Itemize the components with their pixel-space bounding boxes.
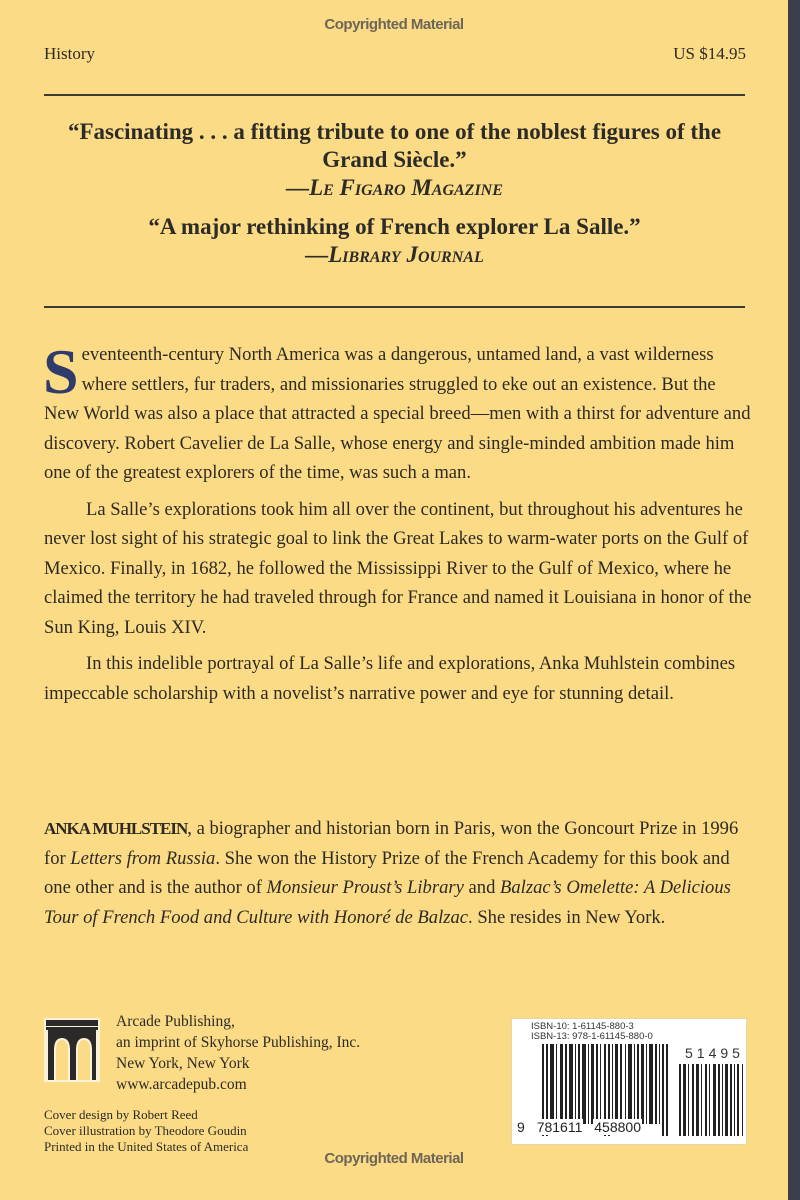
description-paragraph-2: La Salle’s explorations took him all over the continent, but throughout his adventures he never lost sight of his strategic goal to link the Great Lakes to warm-water ports on the Gulf of Mexico. Finally, in 1682, he followed the Mississippi River to the Gulf of Mexico, where he claimed the territory he had traveled through for France and named it Louisiana in honor of the Sun King, Louis XIV.	[44, 498, 752, 638]
cover-design-credit: Cover design by Robert Reed	[44, 1107, 198, 1122]
printed-in: Printed in the United States of America	[44, 1139, 249, 1154]
quote-attribution: —Le Figaro Magazine	[286, 175, 503, 200]
publisher-website: www.arcadepub.com	[116, 1076, 247, 1093]
cover-credits	[44, 1107, 248, 1155]
isbn-10: ISBN-10: 1-61145-880-3	[531, 1021, 634, 1032]
publisher-name: Arcade Publishing,	[116, 1013, 235, 1030]
book-title: Letters from Russia	[70, 847, 216, 869]
price-label: US $14.95	[673, 44, 746, 63]
book-title: Monsieur Proust’s Library	[266, 877, 464, 898]
arcade-publishing-logo-icon	[44, 1018, 100, 1082]
book-title: Balzac’s Omelette: A Delicious Tour of French Food and Culture with Honoré de Balzac	[44, 877, 731, 928]
copyright-watermark-bottom: Copyrighted Material	[324, 1150, 464, 1167]
ean-13-digits: 9 781611 458800	[517, 1119, 641, 1135]
price-addon-bars-icon	[679, 1064, 745, 1136]
publisher-location: New York, New York	[116, 1055, 250, 1072]
category-label: History	[44, 44, 95, 63]
quote-text: “A major rethinking of French explorer La Salle.”	[148, 214, 641, 239]
book-description	[43, 336, 754, 708]
review-quote-2	[44, 213, 745, 269]
isbn-13: ISBN-13: 978-1-61145-880-0	[531, 1031, 653, 1042]
quote-attribution: —Library Journal	[305, 242, 484, 267]
divider-bottom	[44, 306, 745, 308]
isbn-barcode	[511, 1018, 747, 1145]
description-paragraph-3: In this indelible portrayal of La Salle’s life and explorations, Anka Muhlstein combines impeccable scholarship with a novelist’s narrative power and eye for stunning detail.	[44, 653, 736, 704]
publisher-imprint: an imprint of Skyhorse Publishing, Inc.	[116, 1034, 361, 1051]
cover-illustration-credit: Cover illustration by Theodore Goudin	[44, 1123, 247, 1138]
drop-cap: S	[43, 336, 79, 407]
price-code: 51495	[685, 1045, 744, 1061]
copyright-watermark-top: Copyrighted Material	[324, 16, 464, 33]
quote-text: “Fascinating . . . a fitting tribute to one of the noblest figures of the Grand Siècle.”	[67, 119, 722, 172]
author-name: ANKA MUHLSTEIN	[44, 819, 188, 838]
author-bio: ANKA MUHLSTEIN, a biographer and historian born in Paris, won the Goncourt Prize in 1996 for Letters from Russia. She won the History Prize of the French Academy for this book and one other and is the author of Monsieur Proust’s Library and Balzac’s Omelette: A Delicious Tour of French Food and Culture with Honoré de Balzac. She resides in New York.	[44, 818, 739, 928]
review-quote-1	[44, 118, 745, 202]
publisher-info	[116, 1011, 360, 1095]
divider-top	[44, 94, 745, 96]
description-paragraph-1: Seventeenth-century North America was a dangerous, untamed land, a vast wilderness where settlers, fur traders, and missionaries struggled to eke out an existence. But the New World was also a place that attracted a special breed—men with a thirst for adventure and discovery. Robert Cavelier de La Salle, whose energy and single-minded ambition made him one of the greatest explorers of the time, was such a man.	[43, 336, 751, 483]
